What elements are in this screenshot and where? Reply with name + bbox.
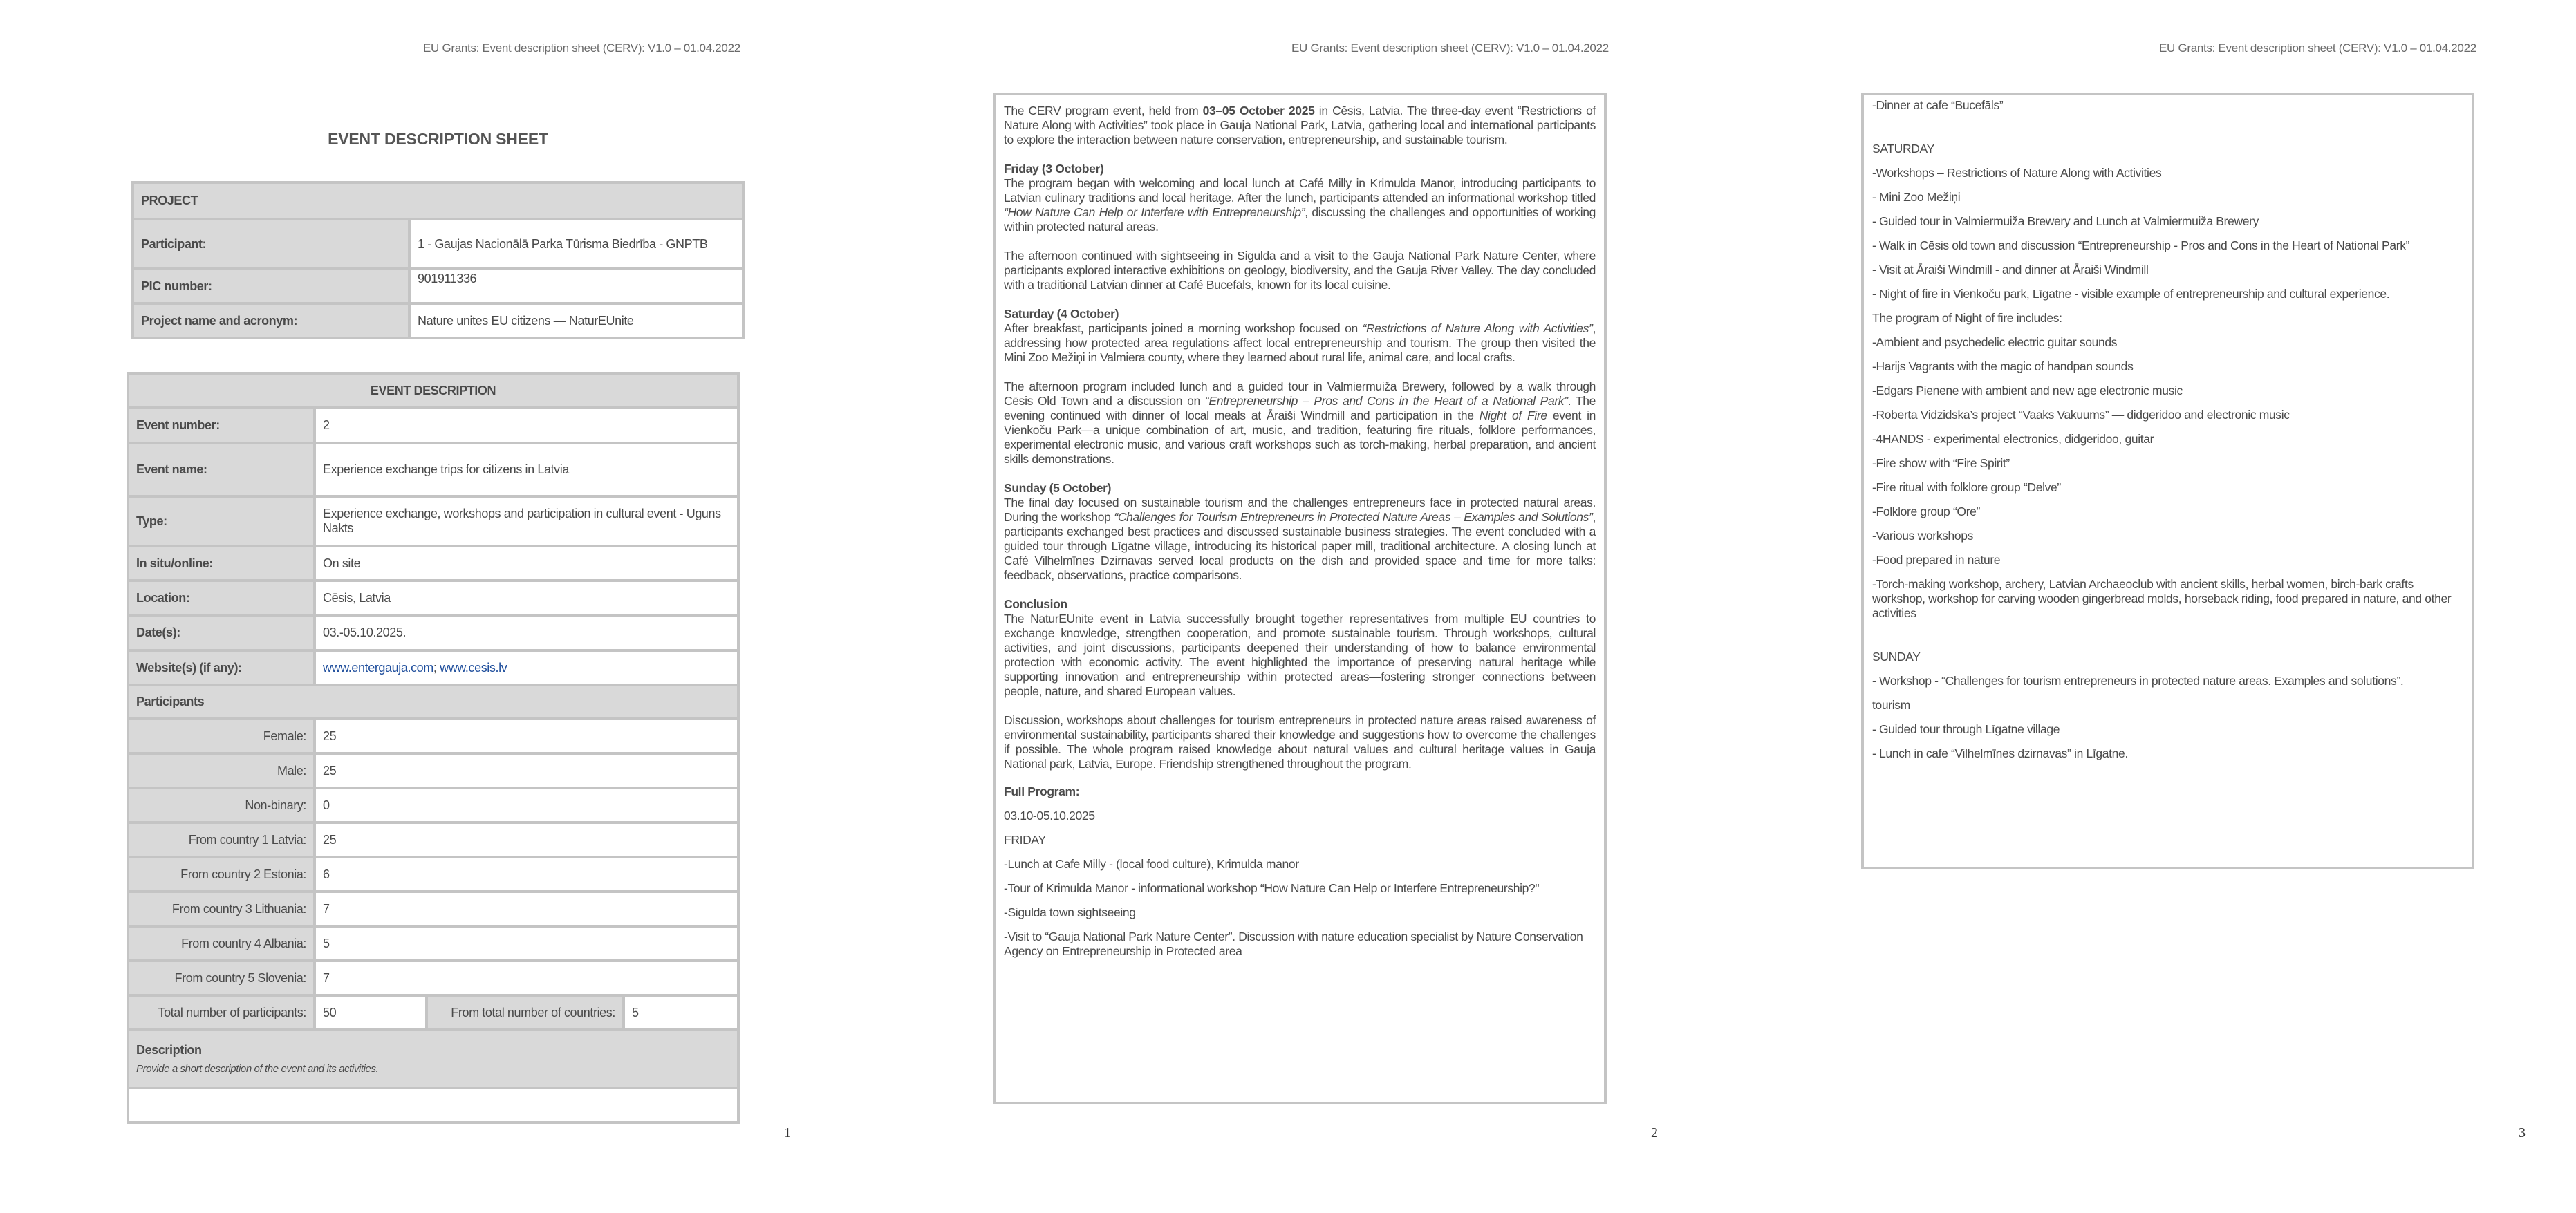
- program-line: tourism: [1872, 698, 1910, 712]
- program-line: -Edgars Pienene with ambient and new age electronic music: [1872, 384, 2183, 397]
- full-program-heading: [1004, 784, 1596, 799]
- program-line: - Night of fire in Vienkoču park, Līgatne - visible example of entrepreneurship and cultural experience.: [1872, 287, 2390, 301]
- saturday-afternoon-text: The afternoon program included lunch and a guided tour in Valmiermuiža Brewery, followed by a walk through Cēsis Old Town and a discussion on: [1004, 379, 1596, 408]
- websites-label: Website(s) (if any):: [128, 650, 315, 685]
- conclusion-text: The NaturEUnite event in Latvia successfully brought together representatives from multiple EU countries to exchange knowledge, strengthen cooperation, and promote sustainable tourism. Through workshops, cultural activities, and joint discussions, participants deepened their understanding of how to balance environmental protection with economic activity. The event highlighted the importance of preserving natural heritage while supporting innovation and entrepreneurship within protected areas—fostering stronger connections between people, nature, and shared European values.: [1004, 612, 1596, 698]
- program-line: -Fire ritual with folklore group “Delve”: [1872, 480, 2061, 494]
- event-description-table: [127, 372, 740, 1124]
- program-line: -Various workshops: [1872, 529, 1974, 543]
- program-line: -Roberta Vidzidska’s project “Vaaks Vakuums” — didgeridoo and electronic music: [1872, 408, 2290, 422]
- female-value[interactable]: 25: [315, 719, 738, 753]
- sunday-text-cont: , participants exchanged best practices and discussed sustainable business strategies. The event concluded with a guided tour through Līgatne village, introducing its historical paper mill, traditional architecture. A closing lunch at Café Vilhelmīnes Dzirnavas served local products on the dish and provided space and time for more talks: feedback, observations, practice comparisons.: [1004, 510, 1596, 582]
- page-number-3: 3: [2519, 1125, 2526, 1140]
- saturday-afternoon-text-cont: . The evening continued with dinner of local meals at Āraiši Windmill and participation in the: [1004, 394, 1596, 422]
- friday-text: The program began with welcoming and local lunch at Café Milly in Krimulda Manor, introducing participants to Latvian culinary traditions and local heritage. After the lunch, participants attended an informational workshop titled: [1004, 176, 1596, 205]
- description-header: [128, 1030, 738, 1088]
- program-line: The program of Night of fire includes:: [1872, 311, 2062, 325]
- non-binary-label: Non-binary:: [128, 788, 315, 822]
- dates-label: Date(s):: [128, 615, 315, 650]
- country-2-label: From country 2 Estonia:: [128, 857, 315, 892]
- program-line: -Tour of Krimulda Manor - informational workshop “How Nature Can Help or Interfere Entrepreneurship?": [1004, 881, 1540, 895]
- dates-value[interactable]: 03.-05.10.2025.: [315, 615, 738, 650]
- program-line: -Harijs Vagrants with the magic of handpan sounds: [1872, 359, 2134, 373]
- program-line: - Lunch in cafe “Vilhelmīnes dzirnavas” in Līgatne.: [1872, 746, 2128, 760]
- friday-afternoon-paragraph: The afternoon continued with sightseeing in Sigulda and a visit to the Gauja National Park Nature Center, where participants explored interactive exhibitions on geology, biodiversity, and the Gauja River Valley. The day concluded with a traditional Latvian dinner at Café Bucefāls, known for its local cuisine.: [1004, 249, 1596, 292]
- participant-label: Participant:: [133, 219, 409, 269]
- page-number-1: 1: [784, 1125, 791, 1140]
- pic-number-label: PIC number:: [133, 269, 409, 303]
- sunday-program-heading: SUNDAY: [1872, 650, 1921, 664]
- sunday-heading: Sunday (5 October): [1004, 481, 1112, 495]
- program-line: -Food prepared in nature: [1872, 553, 2001, 567]
- program-line: FRIDAY: [1004, 833, 1046, 847]
- intro-text: The CERV program event, held from: [1004, 104, 1203, 117]
- program-line: -4HANDS - experimental electronics, didgeridoo, guitar: [1872, 432, 2154, 446]
- program-line: -Ambient and psychedelic electric guitar sounds: [1872, 335, 2118, 349]
- discussion-paragraph: Discussion, workshops about challenges for tourism entrepreneurs in protected nature areas raised awareness of environmental sustainability, participants shared their knowledge and suggestions how to overcome the challenges if possible. The whole program raised knowledge about natural values and cultural heritage values in Gauja National park, Latvia, Europe. Friendship strengthened throughout the program.: [1004, 713, 1596, 771]
- total-countries-value[interactable]: 5: [624, 995, 738, 1030]
- intro-text-cont: in Cēsis, Latvia. The three-day event “Restrictions of Nature Along with Activities” took place in Gauja National Park, Latvia, gathering local and international participants to explore the interaction between nature conservation, entrepreneurship, and sustainable tourism.: [1004, 104, 1596, 147]
- page-number-2: 2: [1651, 1125, 1658, 1140]
- website-link-cesis[interactable]: www.cesis.lv: [440, 660, 507, 675]
- friday-text-cont: , discussing the challenges and opportunities of working within protected natural areas.: [1004, 205, 1596, 234]
- program-line: - Walk in Cēsis old town and discussion “Entrepreneurship - Pros and Cons in the Heart of National Park”: [1872, 238, 2410, 252]
- intro-paragraph: [1004, 104, 1596, 147]
- participants-section-label: Participants: [128, 685, 738, 719]
- saturday-program-heading: SATURDAY: [1872, 142, 1934, 156]
- program-line: - Guided tour through Līgatne village: [1872, 722, 2060, 736]
- project-name-label: Project name and acronym:: [133, 303, 409, 338]
- pic-number-value[interactable]: 901911336: [409, 269, 743, 303]
- total-countries-label: From total number of countries:: [427, 995, 624, 1030]
- in-situ-online-value[interactable]: On site: [315, 546, 738, 581]
- location-value[interactable]: Cēsis, Latvia: [315, 581, 738, 615]
- page-2-header-note: EU Grants: Event description sheet (CERV): V1.0 – 01.04.2022: [1291, 41, 1609, 55]
- non-binary-value[interactable]: 0: [315, 788, 738, 822]
- event-dates-bold: 03–05 October 2025: [1202, 104, 1315, 117]
- spacer: [1872, 122, 2463, 142]
- total-participants-label: Total number of participants:: [128, 995, 315, 1030]
- program-line: - Visit at Āraiši Windmill - and dinner at Āraiši Windmill: [1872, 263, 2149, 276]
- websites-value: [315, 650, 738, 685]
- website-separator: ;: [433, 660, 440, 675]
- description-label: Description: [136, 1043, 202, 1057]
- program-line: - Workshop - “Challenges for tourism entrepreneurs in protected nature areas. Examples and solutions”.: [1872, 674, 2404, 688]
- program-line: -Dinner at cafe “Bucefāls”: [1872, 98, 2004, 112]
- document-title: EVENT DESCRIPTION SHEET: [328, 130, 548, 148]
- page-1-header-note: EU Grants: Event description sheet (CERV): V1.0 – 01.04.2022: [423, 41, 740, 55]
- country-1-label: From country 1 Latvia:: [128, 822, 315, 857]
- event-name-label: Event name:: [128, 443, 315, 496]
- female-label: Female:: [128, 719, 315, 753]
- country-1-value[interactable]: 25: [315, 822, 738, 857]
- program-line: -Workshops – Restrictions of Nature Along with Activities: [1872, 166, 2162, 180]
- type-label: Type:: [128, 496, 315, 546]
- saturday-afternoon-text-end: event in Vienkoču Park—a unique combination of art, music, and tradition, featuring fire rituals, folklore performances, experimental electronic music, and various craft workshops such as torch-making, herbal preparation, and ancient skills demonstrations.: [1004, 408, 1596, 466]
- event-number-value[interactable]: 2: [315, 408, 738, 443]
- saturday-workshop-title: “Restrictions of Nature Along with Activities”: [1362, 321, 1593, 335]
- full-program-heading-text: Full Program:: [1004, 784, 1080, 798]
- country-4-label: From country 4 Albania:: [128, 926, 315, 961]
- friday-paragraph: [1004, 162, 1596, 234]
- saturday-discussion-title: “Entrepreneurship – Pros and Cons in the Heart of a National Park”: [1204, 394, 1568, 408]
- total-participants-value[interactable]: 50: [315, 995, 427, 1030]
- sunday-text: The final day focused on sustainable tourism and the challenges entrepreneurs face in protected natural areas. During the workshop: [1004, 496, 1596, 524]
- project-table: [131, 181, 745, 339]
- program-line: -Torch-making workshop, archery, Latvian Archaeoclub with ancient skills, herbal women, birch-bark crafts workshop, workshop for carving wooden gingerbread molds, horseback riding, food prepared in nature, and other activities: [1872, 577, 2452, 620]
- country-2-value[interactable]: 6: [315, 857, 738, 892]
- program-line: -Fire show with “Fire Spirit”: [1872, 456, 2010, 470]
- program-line: - Mini Zoo Mežiņi: [1872, 190, 1961, 204]
- program-line: -Visit to “Gauja National Park Nature Center”. Discussion with nature education specialist by Nature Conservation Agency on Entrepreneurship in Protected area: [1004, 930, 1583, 958]
- friday-heading: Friday (3 October): [1004, 162, 1104, 176]
- page-3-header-note: EU Grants: Event description sheet (CERV): V1.0 – 01.04.2022: [2159, 41, 2476, 55]
- country-5-label: From country 5 Slovenia:: [128, 961, 315, 995]
- program-line: -Lunch at Cafe Milly - (local food culture), Krimulda manor: [1004, 857, 1299, 871]
- sunday-paragraph: [1004, 481, 1596, 583]
- project-name-value[interactable]: Nature unites EU citizens — NaturEUnite: [409, 303, 743, 338]
- conclusion-heading: Conclusion: [1004, 597, 1067, 611]
- conclusion-paragraph: [1004, 597, 1596, 699]
- male-value[interactable]: 25: [315, 753, 738, 788]
- spacer: [1872, 630, 2463, 650]
- in-situ-online-label: In situ/online:: [128, 546, 315, 581]
- male-label: Male:: [128, 753, 315, 788]
- saturday-text: After breakfast, participants joined a morning workshop focused on: [1004, 321, 1363, 335]
- country-3-value[interactable]: 7: [315, 892, 738, 926]
- country-3-label: From country 3 Lithuania:: [128, 892, 315, 926]
- event-name-value[interactable]: Experience exchange trips for citizens in Latvia: [315, 443, 738, 496]
- country-5-value[interactable]: 7: [315, 961, 738, 995]
- night-of-fire-title: Night of Fire: [1479, 408, 1547, 422]
- description-text-box-continued[interactable]: [993, 93, 1607, 1104]
- description-value[interactable]: [128, 1088, 738, 1122]
- program-line: -Folklore group “Ore”: [1872, 505, 1981, 518]
- event-number-label: Event number:: [128, 408, 315, 443]
- program-line: - Guided tour in Valmiermuiža Brewery and Lunch at Valmiermuiža Brewery: [1872, 214, 2259, 228]
- saturday-heading: Saturday (4 October): [1004, 307, 1119, 321]
- country-4-value[interactable]: 5: [315, 926, 738, 961]
- saturday-afternoon-paragraph: [1004, 379, 1596, 467]
- description-hint: Provide a short description of the event and its activities.: [136, 1063, 379, 1075]
- program-line: 03.10-05.10.2025: [1004, 809, 1095, 822]
- program-line: -Sigulda town sightseeing: [1004, 905, 1136, 919]
- participant-value[interactable]: 1 - Gaujas Nacionālā Parka Tūrisma Biedrība - GNPTB: [409, 219, 743, 269]
- location-label: Location:: [128, 581, 315, 615]
- website-link-entergauja[interactable]: www.entergauja.com: [323, 660, 433, 675]
- event-section-label: EVENT DESCRIPTION: [128, 373, 738, 408]
- saturday-paragraph: [1004, 307, 1596, 365]
- friday-workshop-title: “How Nature Can Help or Interfere with Entrepreneurship”: [1004, 205, 1305, 219]
- type-value[interactable]: Experience exchange, workshops and participation in cultural event - Uguns Nakts: [315, 496, 738, 546]
- project-section-label: PROJECT: [133, 182, 743, 219]
- sunday-workshop-title: “Challenges for Tourism Entrepreneurs in Protected Nature Areas – Examples and Solutions”: [1114, 510, 1593, 524]
- full-program-text-box-continued[interactable]: [1861, 93, 2474, 869]
- saturday-text-cont: , addressing how protected area regulations affect local entrepreneurship and tourism. The group then visited the Mini Zoo Mežiņi in Valmiera county, where they learned about rural life, animal care, and local crafts.: [1004, 321, 1596, 364]
